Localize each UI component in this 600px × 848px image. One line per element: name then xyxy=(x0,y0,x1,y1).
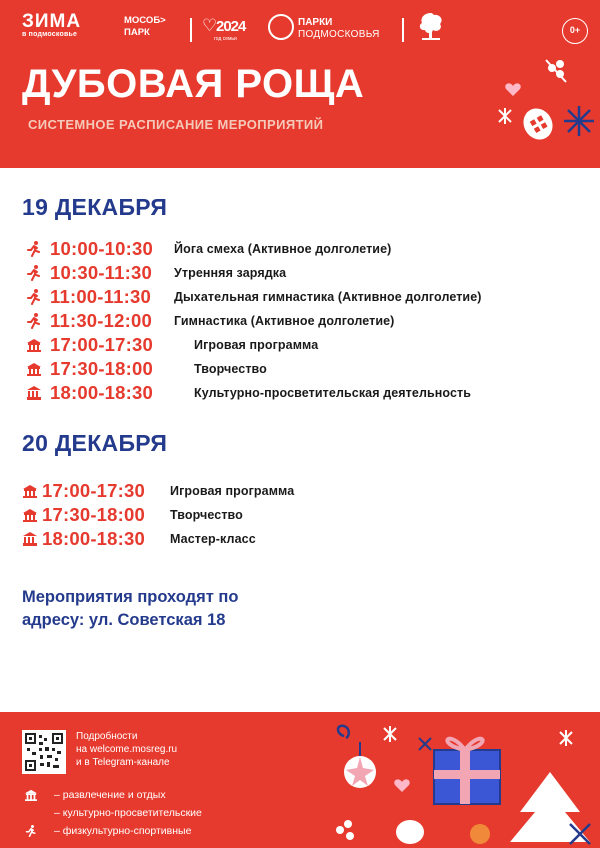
mosoblpark-line1: МОСОБ> xyxy=(124,15,166,26)
carousel-icon xyxy=(26,360,42,378)
carousel-icon xyxy=(26,336,42,354)
event-title: Игровая программа xyxy=(194,338,319,352)
more-info-line: и в Telegram-канале xyxy=(76,757,170,768)
event-time: 17:00-17:30 xyxy=(50,334,153,355)
legend-text: – физкультурно-спортивные xyxy=(54,825,192,837)
oak-tree-icon xyxy=(416,9,446,45)
year-of-family-logo xyxy=(202,15,246,45)
year-caption: год семьи xyxy=(214,36,237,42)
museum-icon xyxy=(26,384,42,402)
carousel-icon xyxy=(24,789,38,801)
header-banner xyxy=(0,0,600,168)
event-title: Творчество xyxy=(194,362,267,376)
mosoblpark-logo xyxy=(124,15,166,39)
event-title: Утренняя зарядка xyxy=(174,266,287,280)
page-title: ДУБОВАЯ РОЩА xyxy=(22,62,365,106)
parki-podmoskovya-logo xyxy=(268,12,418,48)
winter-decoration xyxy=(486,56,600,152)
page-subtitle: СИСТЕМНОЕ РАСПИСАНИЕ МЕРОПРИЯТИЙ xyxy=(28,117,324,132)
runner-icon xyxy=(24,825,38,837)
more-info-link[interactable]: на welcome.mosreg.ru xyxy=(76,744,178,755)
event-time: 11:30-12:00 xyxy=(50,310,152,331)
event-time: 17:30-18:00 xyxy=(42,504,145,525)
logo-divider xyxy=(402,18,404,42)
parki-line2: ПОДМОСКОВЬЯ xyxy=(298,29,380,40)
address-line: Мероприятия проходят по xyxy=(22,588,239,606)
carousel-icon xyxy=(22,482,38,500)
runner-icon xyxy=(26,264,42,282)
qr-code[interactable] xyxy=(22,730,66,774)
year-number: 2024 xyxy=(216,18,246,35)
event-time: 18:00-18:30 xyxy=(42,528,145,549)
zima-logo-text: ЗИМА xyxy=(22,11,82,32)
event-title: Культурно-просветительская деятельность xyxy=(194,386,472,400)
event-time: 11:00-11:30 xyxy=(50,286,151,307)
more-info-line: Подробности xyxy=(76,731,138,742)
mosoblpark-line2: ПАРК xyxy=(124,27,150,38)
runner-icon xyxy=(26,312,42,330)
more-info xyxy=(76,730,177,769)
footer-banner xyxy=(0,712,600,848)
museum-icon xyxy=(22,530,38,548)
event-title: Гимнастика (Активное долголетие) xyxy=(174,314,395,328)
age-rating-badge: 0+ xyxy=(562,18,588,44)
event-time: 10:30-11:30 xyxy=(50,262,152,283)
logo-divider xyxy=(190,18,192,42)
event-title: Творчество xyxy=(170,508,243,522)
winter-decoration xyxy=(320,712,600,848)
event-time: 18:00-18:30 xyxy=(50,382,153,403)
event-time: 17:00-17:30 xyxy=(42,480,145,501)
zima-logo xyxy=(22,12,81,38)
event-title: Игровая программа xyxy=(170,484,295,498)
event-title: Йога смеха (Активное долголетие) xyxy=(174,242,392,256)
parki-emblem-icon xyxy=(268,14,294,40)
runner-icon xyxy=(26,240,42,258)
legend-text: – культурно-просветительские xyxy=(54,807,202,819)
parki-line1: ПАРКИ xyxy=(298,17,333,28)
address-line: адресу: ул. Советская 18 xyxy=(22,611,226,629)
day-heading: 19 ДЕКАБРЯ xyxy=(22,194,168,220)
carousel-icon xyxy=(22,506,38,524)
event-time: 17:30-18:00 xyxy=(50,358,153,379)
qr-code-icon xyxy=(25,733,63,771)
day-heading: 20 ДЕКАБРЯ xyxy=(22,430,168,456)
venue-address xyxy=(22,586,322,632)
logo-bar xyxy=(0,6,600,54)
heart-icon: ♡ xyxy=(202,16,218,35)
event-time: 10:00-10:30 xyxy=(50,238,153,259)
event-title: Дыхательная гимнастика (Активное долголетие) xyxy=(174,290,482,304)
runner-icon xyxy=(26,288,42,306)
legend-text: – развлечение и отдых xyxy=(54,789,166,801)
event-title: Мастер-класс xyxy=(170,532,256,546)
zima-logo-sub: в подмосковье xyxy=(22,31,78,38)
